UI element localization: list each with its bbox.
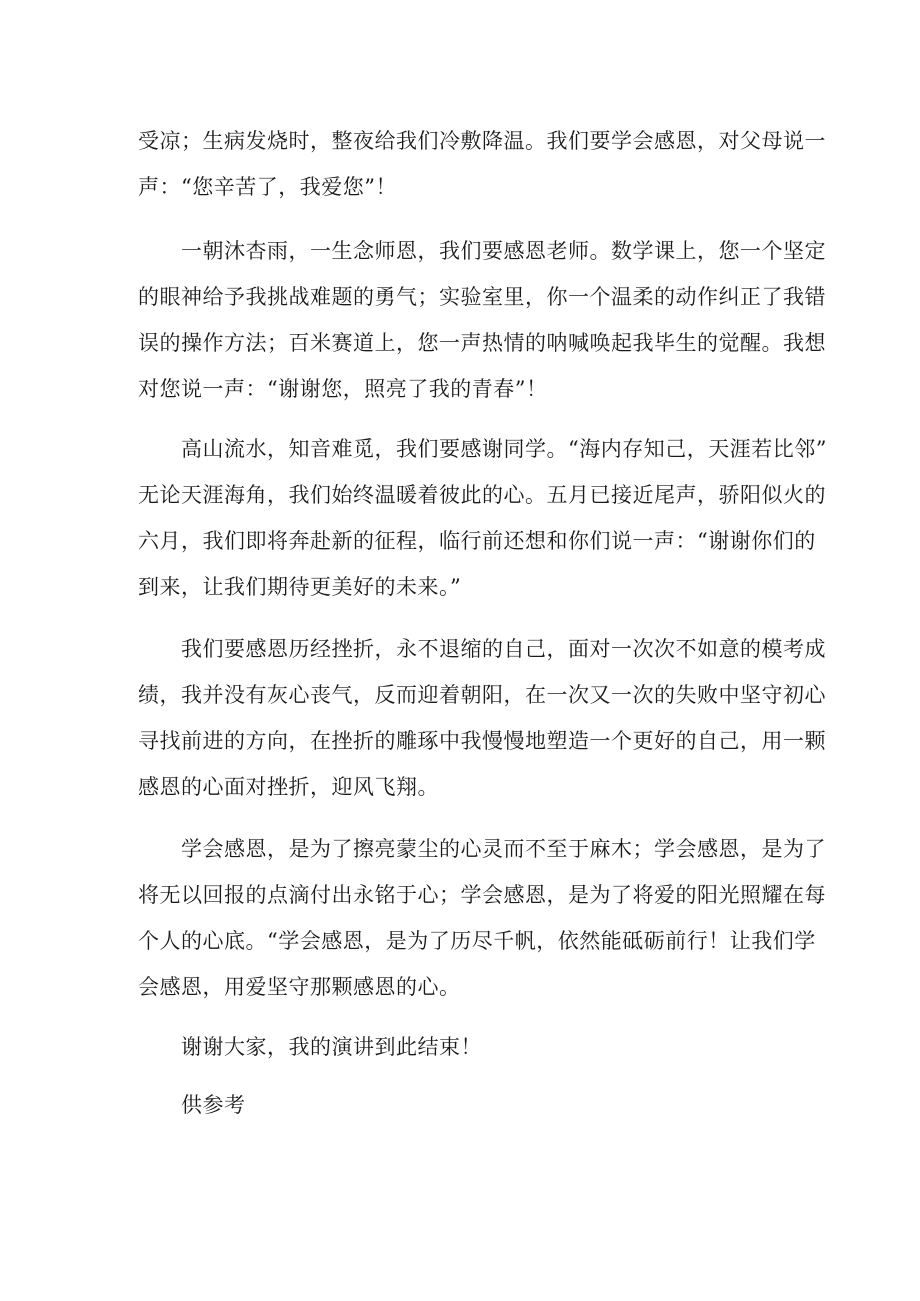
text-line: 的眼神给予我挑战难题的勇气；实验室里，你一个温柔的动作纠正了我错 bbox=[138, 285, 826, 309]
text-line: 寻找前进的方向，在挫折的雕琢中我慢慢地塑造一个更好的自己，用一颗 bbox=[138, 729, 826, 753]
text-line: 六月，我们即将奔赴新的征程，临行前还想和你们说一声：“谢谢你们的 bbox=[138, 529, 816, 553]
text-line: 谢谢大家，我的演讲到此结束！ bbox=[181, 1035, 482, 1059]
text-line: 我们要感恩历经挫折，永不退缩的自己，面对一次次不如意的模考成 bbox=[181, 637, 826, 661]
text-line: 误的操作方法；百米赛道上，您一声热情的呐喊唤起我毕生的觉醒。我想 bbox=[138, 331, 826, 355]
text-line: 将无以回报的点滴付出永铭于心；学会感恩，是为了将爱的阳光照耀在每 bbox=[138, 883, 826, 907]
text-line: 对您说一声：“谢谢您，照亮了我的青春”！ bbox=[138, 377, 548, 401]
paragraph-classmates bbox=[138, 426, 827, 610]
text-line: 受凉；生病发烧时，整夜给我们冷敷降温。我们要学会感恩，对父母说一 bbox=[138, 129, 826, 153]
text-line: 到来，让我们期待更美好的未来。” bbox=[138, 575, 462, 599]
text-line: 个人的心底。“学会感恩，是为了历尽千帆，依然能砥砺前行！让我们学 bbox=[138, 929, 816, 953]
text-line: 一朝沐杏雨，一生念师恩，我们要感恩老师。数学课上，您一个坚定 bbox=[181, 239, 826, 263]
text-line: 绩，我并没有灰心丧气，反而迎着朝阳，在一次又一次的失败中坚守初心 bbox=[138, 683, 826, 707]
text-line: 供参考 bbox=[181, 1093, 246, 1117]
text-line: 无论天涯海角，我们始终温暖着彼此的心。五月已接近尾声，骄阳似火的 bbox=[138, 483, 826, 507]
text-line: 学会感恩，是为了擦亮蒙尘的心灵而不至于麻木；学会感恩，是为了 bbox=[181, 837, 826, 861]
paragraph-parents-continued bbox=[138, 118, 826, 210]
paragraph-reference-note bbox=[138, 1082, 788, 1128]
paragraph-closing bbox=[138, 1024, 788, 1070]
paragraph-teachers bbox=[138, 228, 826, 412]
text-line: 声：“您辛苦了，我爱您”！ bbox=[138, 175, 397, 199]
text-line: 会感恩，用爱坚守那颗感恩的心。 bbox=[138, 975, 461, 999]
text-line: 高山流水，知音难觅，我们要感谢同学。“海内存知己，天涯若比邻” bbox=[181, 437, 827, 461]
paragraph-self bbox=[138, 626, 826, 810]
text-line: 感恩的心面对挫折，迎风飞翔。 bbox=[138, 775, 439, 799]
paragraph-gratitude bbox=[138, 826, 826, 1010]
